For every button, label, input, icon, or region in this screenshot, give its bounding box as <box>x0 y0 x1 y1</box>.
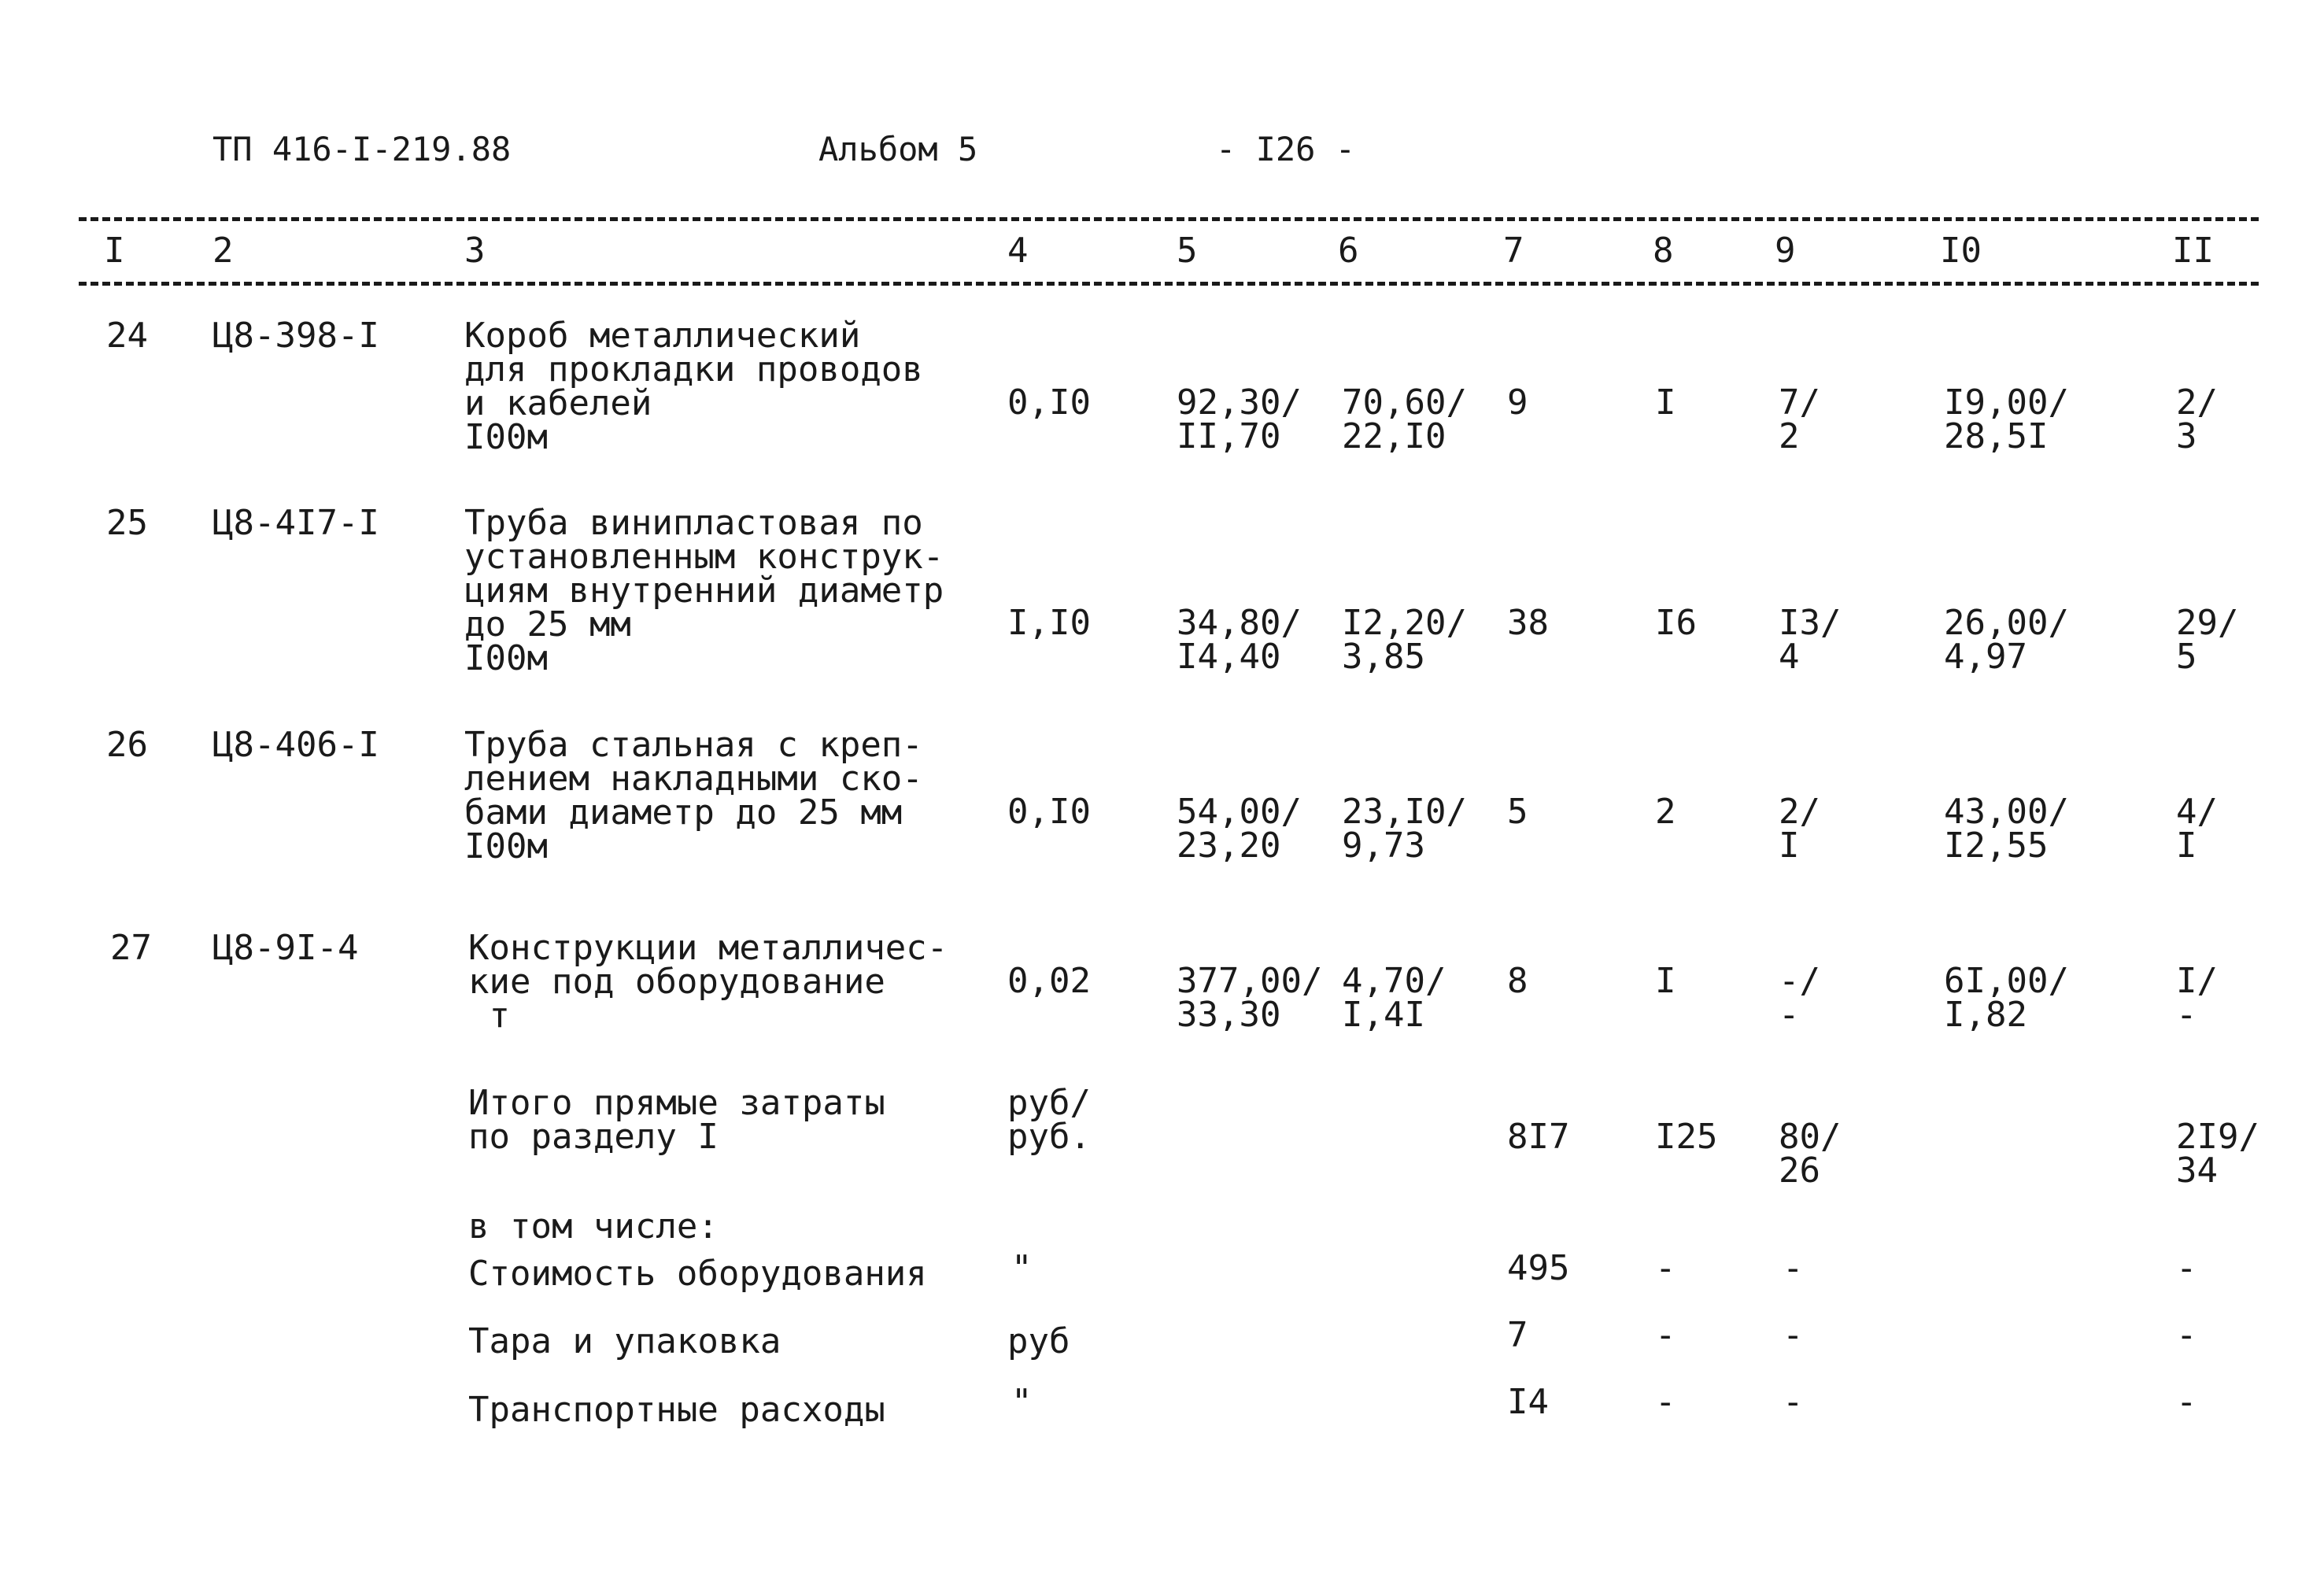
column-header-1: I <box>104 231 125 271</box>
col9-value: -/ - <box>1779 961 1820 1035</box>
col10-value: 6I,00/ I,82 <box>1944 961 2069 1035</box>
breakdown-col11: - <box>2176 1382 2197 1422</box>
price-code: Ц8-406-I <box>212 725 379 765</box>
price-code: Ц8-398-I <box>212 316 379 356</box>
col5-value: 34,80/ I4,40 <box>1177 603 1302 677</box>
column-header-6: 6 <box>1338 231 1359 271</box>
breakdown-label: Стоимость оборудования <box>468 1254 927 1294</box>
col9-value: I3/ 4 <box>1779 603 1842 677</box>
work-description: Труба винипластовая по установленным конструк- циям внутренний диаметр до 25 мм I00м <box>464 503 944 678</box>
col9-value: 2/ I <box>1779 792 1820 866</box>
price-code: Ц8-4I7-I <box>212 503 379 543</box>
table-top-rule <box>79 217 2259 221</box>
col10-value: 26,00/ 4,97 <box>1944 603 2069 677</box>
col5-value: 92,30/ II,70 <box>1177 382 1302 456</box>
column-header-8: 8 <box>1653 231 1674 271</box>
column-header-11: II <box>2172 231 2214 271</box>
quantity: 0,I0 <box>1007 382 1091 423</box>
col11-value: I/ - <box>2176 961 2218 1035</box>
row-number: 26 <box>106 725 148 765</box>
breakdown-col7: 495 <box>1507 1248 1570 1288</box>
column-header-3: 3 <box>464 231 486 271</box>
col8-value: I <box>1655 961 1676 1001</box>
col9-value: 7/ 2 <box>1779 382 1820 456</box>
col7-value: 8 <box>1507 961 1528 1001</box>
breakdown-col8: - <box>1655 1315 1676 1355</box>
breakdown-col8: - <box>1655 1382 1676 1422</box>
breakdown-label: Тара и упаковка <box>468 1321 781 1361</box>
breakdown-col7: 7 <box>1507 1315 1528 1355</box>
column-header-2: 2 <box>212 231 234 271</box>
quantity: 0,I0 <box>1007 792 1091 832</box>
price-code: Ц8-9I-4 <box>212 928 359 968</box>
totals-col11: 2I9/ 34 <box>2176 1117 2259 1191</box>
col6-value: 70,60/ 22,I0 <box>1342 382 1467 456</box>
totals-label: Итого прямые затраты по разделу I <box>468 1083 885 1157</box>
table-header-rule <box>79 282 2259 286</box>
col11-value: 2/ 3 <box>2176 382 2218 456</box>
col6-value: 23,I0/ 9,73 <box>1342 792 1467 866</box>
col6-value: 4,70/ I,4I <box>1342 961 1446 1035</box>
work-description: Конструкции металличес- кие под оборудование т <box>468 928 948 1036</box>
breakdown-col9: - <box>1783 1248 1804 1288</box>
breakdown-col8: - <box>1655 1248 1676 1288</box>
totals-col9: 80/ 26 <box>1779 1117 1842 1191</box>
col7-value: 5 <box>1507 792 1528 832</box>
column-header-5: 5 <box>1177 231 1198 271</box>
col8-value: I <box>1655 382 1676 423</box>
col8-value: 2 <box>1655 792 1676 832</box>
column-header-4: 4 <box>1007 231 1029 271</box>
column-header-7: 7 <box>1503 231 1524 271</box>
row-number: 25 <box>106 503 148 543</box>
totals-col8: I25 <box>1655 1117 1718 1157</box>
document-code: ТП 416-I-219.88 <box>212 130 512 168</box>
album-label: Альбом 5 <box>818 130 978 168</box>
row-number: 24 <box>106 316 148 356</box>
breakdown-col11: - <box>2176 1248 2197 1288</box>
breakdown-col7: I4 <box>1507 1382 1549 1422</box>
breakdown-col11: - <box>2176 1315 2197 1355</box>
col10-value: 43,00/ I2,55 <box>1944 792 2069 866</box>
totals-col7: 8I7 <box>1507 1117 1570 1157</box>
page-number: - I26 - <box>1216 130 1356 168</box>
col8-value: I6 <box>1655 603 1697 643</box>
col7-value: 38 <box>1507 603 1549 643</box>
col11-value: 29/ 5 <box>2176 603 2239 677</box>
breakdown-unit: " <box>1011 1382 1033 1422</box>
col10-value: I9,00/ 28,5I <box>1944 382 2069 456</box>
totals-unit: руб/ руб. <box>1007 1083 1091 1157</box>
col11-value: 4/ I <box>2176 792 2218 866</box>
quantity: 0,02 <box>1007 961 1091 1001</box>
column-header-9: 9 <box>1775 231 1796 271</box>
col7-value: 9 <box>1507 382 1528 423</box>
col6-value: I2,20/ 3,85 <box>1342 603 1467 677</box>
column-header-10: I0 <box>1940 231 1982 271</box>
work-description: Короб металлический для прокладки проводов и кабелей I00м <box>464 316 923 457</box>
breakdown-label: Транспортные расходы <box>468 1390 885 1430</box>
including-label: в том числе: <box>468 1206 719 1247</box>
breakdown-unit: руб <box>1007 1321 1070 1361</box>
row-number: 27 <box>110 928 152 968</box>
breakdown-col9: - <box>1783 1382 1804 1422</box>
col5-value: 377,00/ 33,30 <box>1177 961 1323 1035</box>
quantity: I,I0 <box>1007 603 1091 643</box>
col5-value: 54,00/ 23,20 <box>1177 792 1302 866</box>
breakdown-col9: - <box>1783 1315 1804 1355</box>
work-description: Труба стальная с креп- лением накладными ско- бами диаметр до 25 мм I00м <box>464 725 923 866</box>
breakdown-unit: " <box>1011 1248 1033 1288</box>
